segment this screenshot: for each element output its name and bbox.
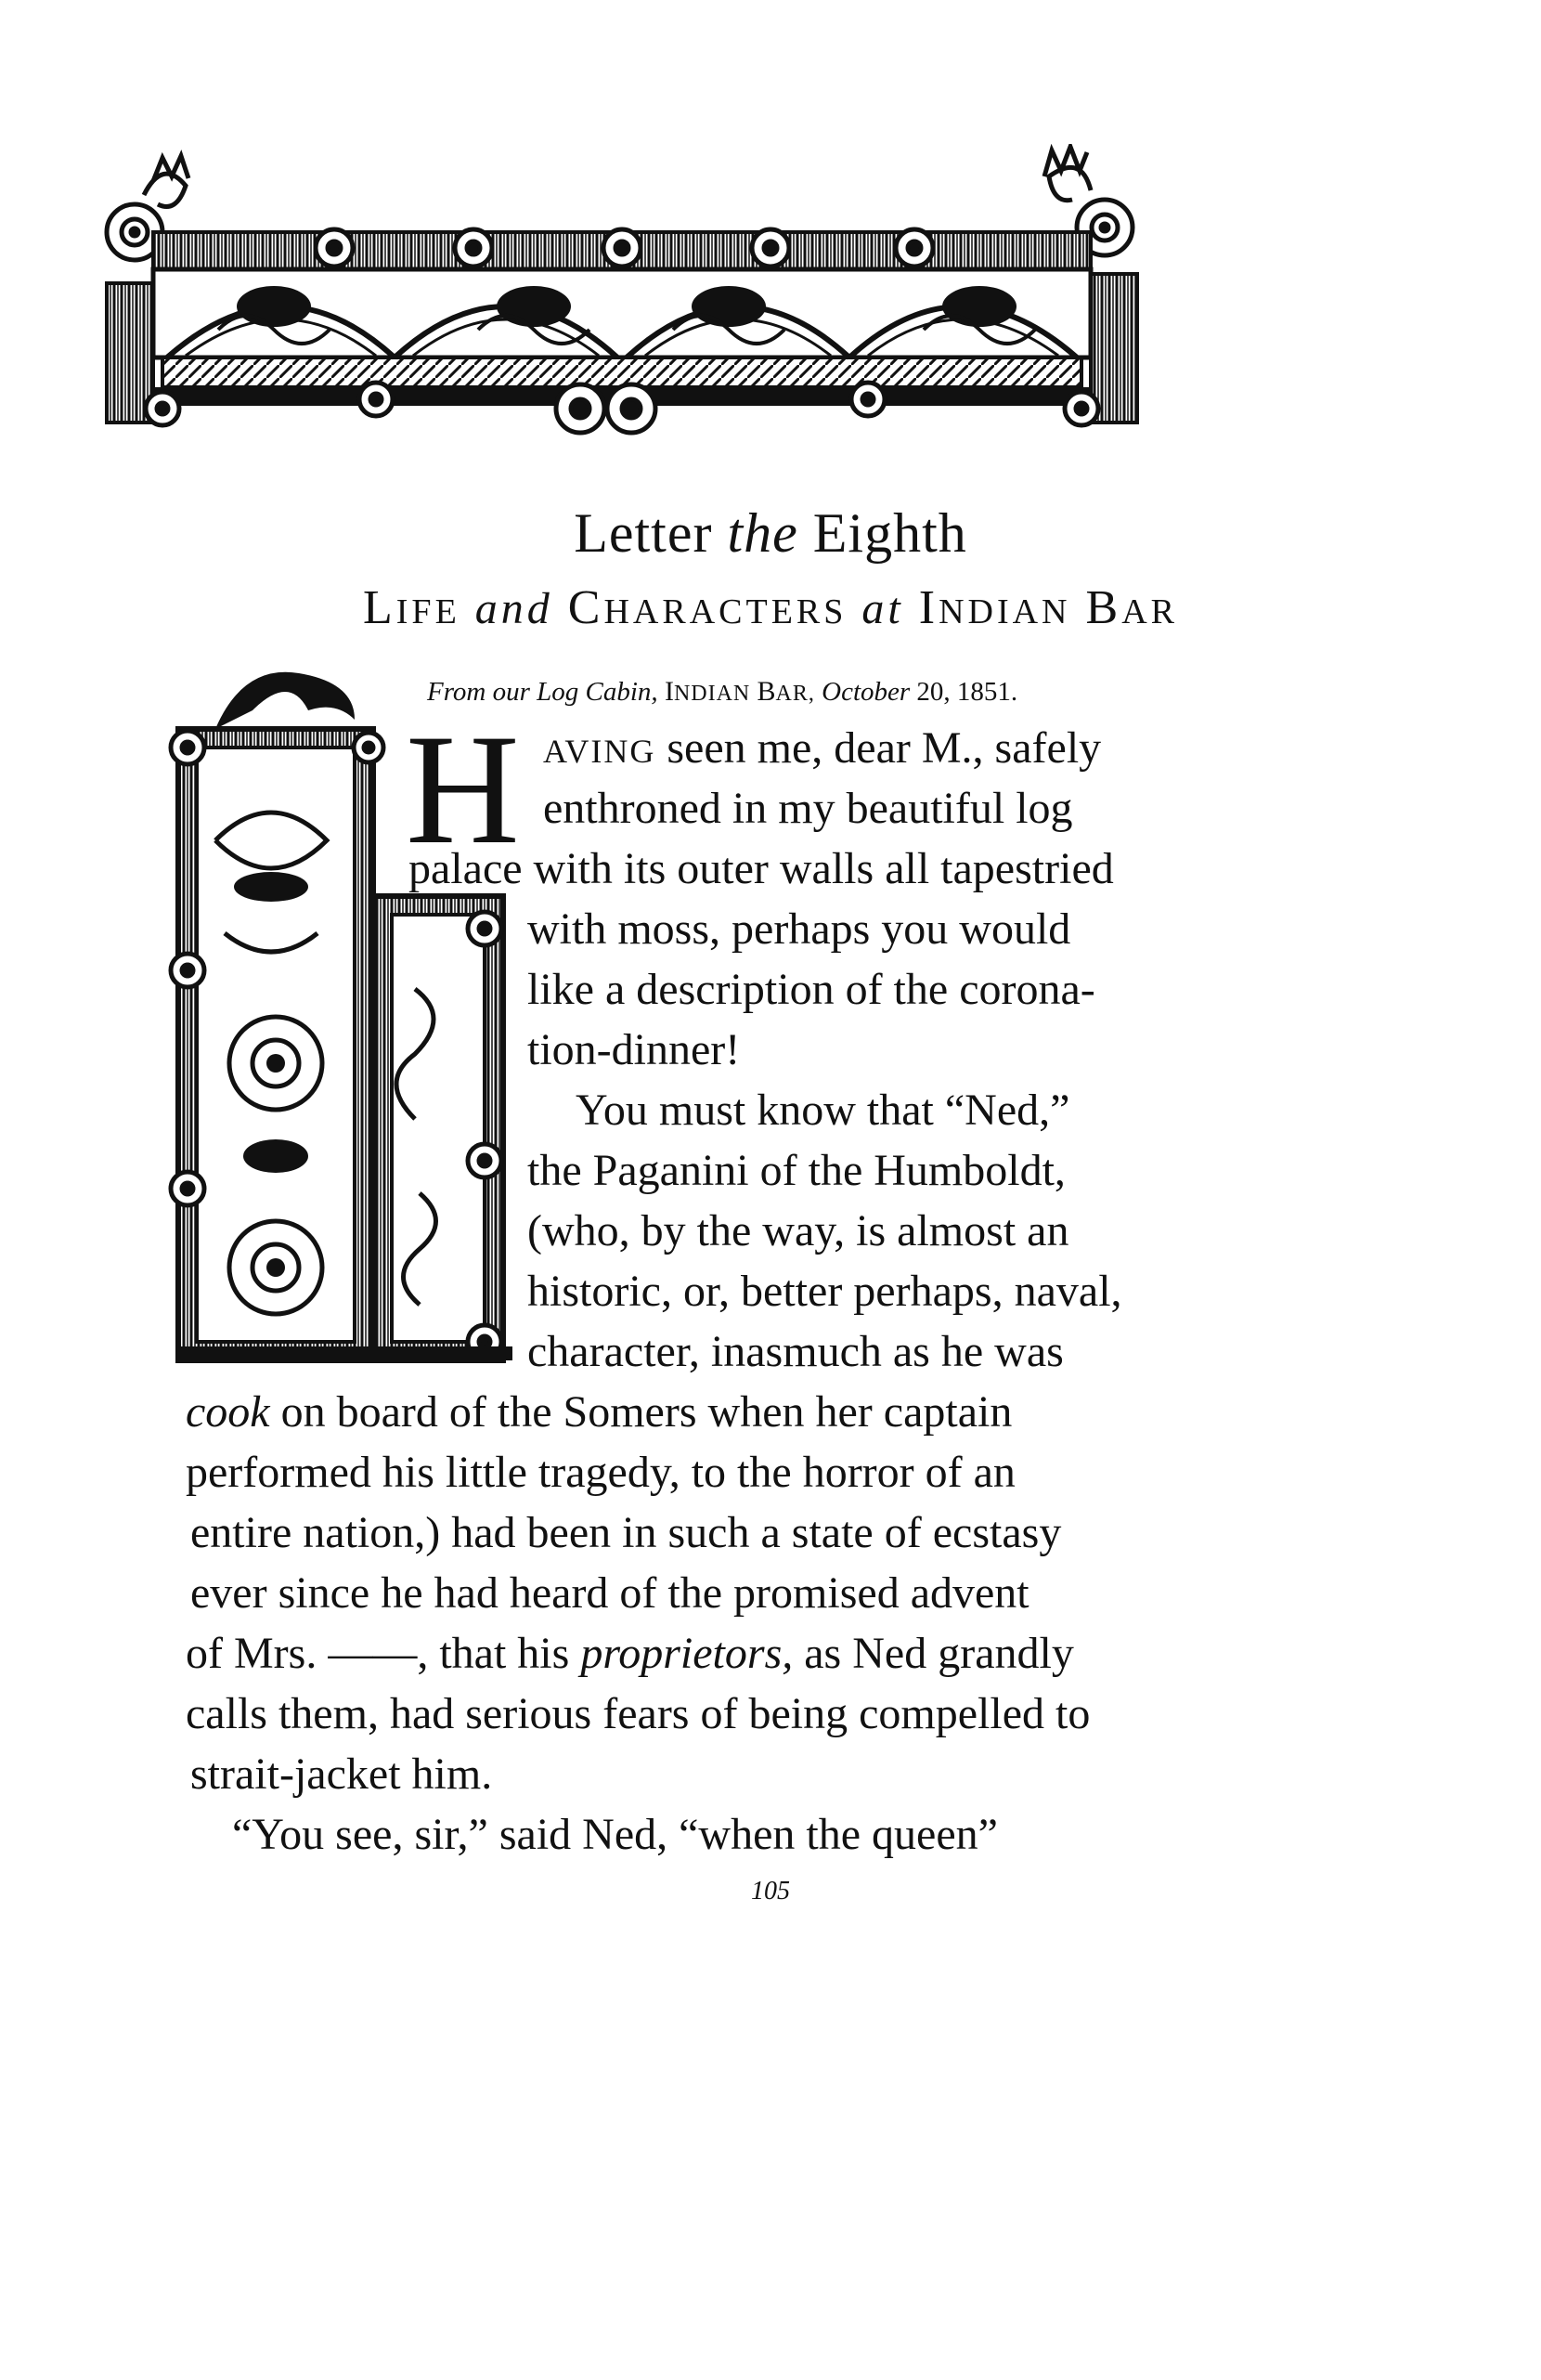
body-line-6: tion-dinner! [527,1025,741,1074]
subtitle-indian-initial: I [918,581,939,634]
dateline-day-year: 20, 1851. [916,677,1018,707]
body-line-15: ever since he had heard of the promised advent [190,1568,1029,1618]
body-line-19: “You see, sir,” said Ned, “when the queen” [232,1810,998,1859]
title-word-letter: Letter [574,502,713,564]
body-line-2: enthroned in my beautiful log [543,784,1073,833]
dateline-indian-initial: I [664,676,674,707]
body-line-12-rest: on board of the Somers when her captain [269,1387,1013,1437]
title-word-the: the [727,502,798,564]
dateline-month: October [822,677,911,707]
body-line-1-rest: seen me, dear M., safely [655,723,1102,773]
drop-cap-h: H [406,702,520,877]
dateline-bar-rest: AR, [775,682,815,706]
subtitle-at: at [861,584,904,633]
dateline-indian-rest: NDIAN [673,682,751,706]
subtitle-life-initial: L [363,581,396,634]
subtitle-characters-initial: C [567,581,604,634]
title-word-eighth: Eighth [812,502,967,564]
body-line-18: strait-jacket him. [190,1749,493,1799]
dateline [427,676,1151,708]
body-line-1 [543,718,1101,782]
body-line-12 [186,1382,1012,1442]
dateline-from: From our Log Cabin, [427,677,658,707]
letter-subtitle [0,580,1541,635]
body-line-7: You must know that “Ned,” [576,1086,1070,1135]
subtitle-bar-rest: AR [1121,592,1178,631]
letter-title [0,501,1541,566]
body-line-14: entire nation,) had been in such a state of ecstasy [190,1508,1062,1557]
header-ornament [97,144,1146,460]
page-number: 105 [751,1877,790,1905]
dateline-bar-initial: B [757,676,776,707]
body-line-11: character, inasmuch as he was [527,1327,1064,1376]
body-line-4: with moss, perhaps you would [527,904,1071,954]
body-line-1-smallcaps: AVING [543,733,656,770]
body-line-17: calls them, had serious fears of being compelled to [186,1689,1091,1738]
subtitle-indian-rest: NDIAN [939,592,1071,631]
body-line-12-italic: cook [186,1387,270,1437]
subtitle-and: and [474,584,553,633]
body-line-9: (who, by the way, is almost an [527,1206,1069,1255]
body-line-13: performed his little tragedy, to the horror of an [186,1448,1016,1497]
body-line-16-b: as Ned grandly [793,1629,1074,1678]
body-line-5: like a description of the corona- [527,965,1095,1014]
body-line-16-italic: proprietors, [580,1629,794,1678]
body-line-16-a: of Mrs. ——, that his [186,1629,581,1678]
body-line-3: palace with its outer walls all tapestried [408,844,1114,893]
body-line-10: historic, or, better perhaps, naval, [527,1267,1122,1316]
subtitle-characters-rest: HARACTERS [603,592,848,631]
body-line-16 [186,1623,1074,1684]
subtitle-bar-initial: B [1085,581,1122,634]
body-line-8: the Paganini of the Humboldt, [527,1146,1066,1195]
subtitle-life-rest: IFE [395,592,460,631]
